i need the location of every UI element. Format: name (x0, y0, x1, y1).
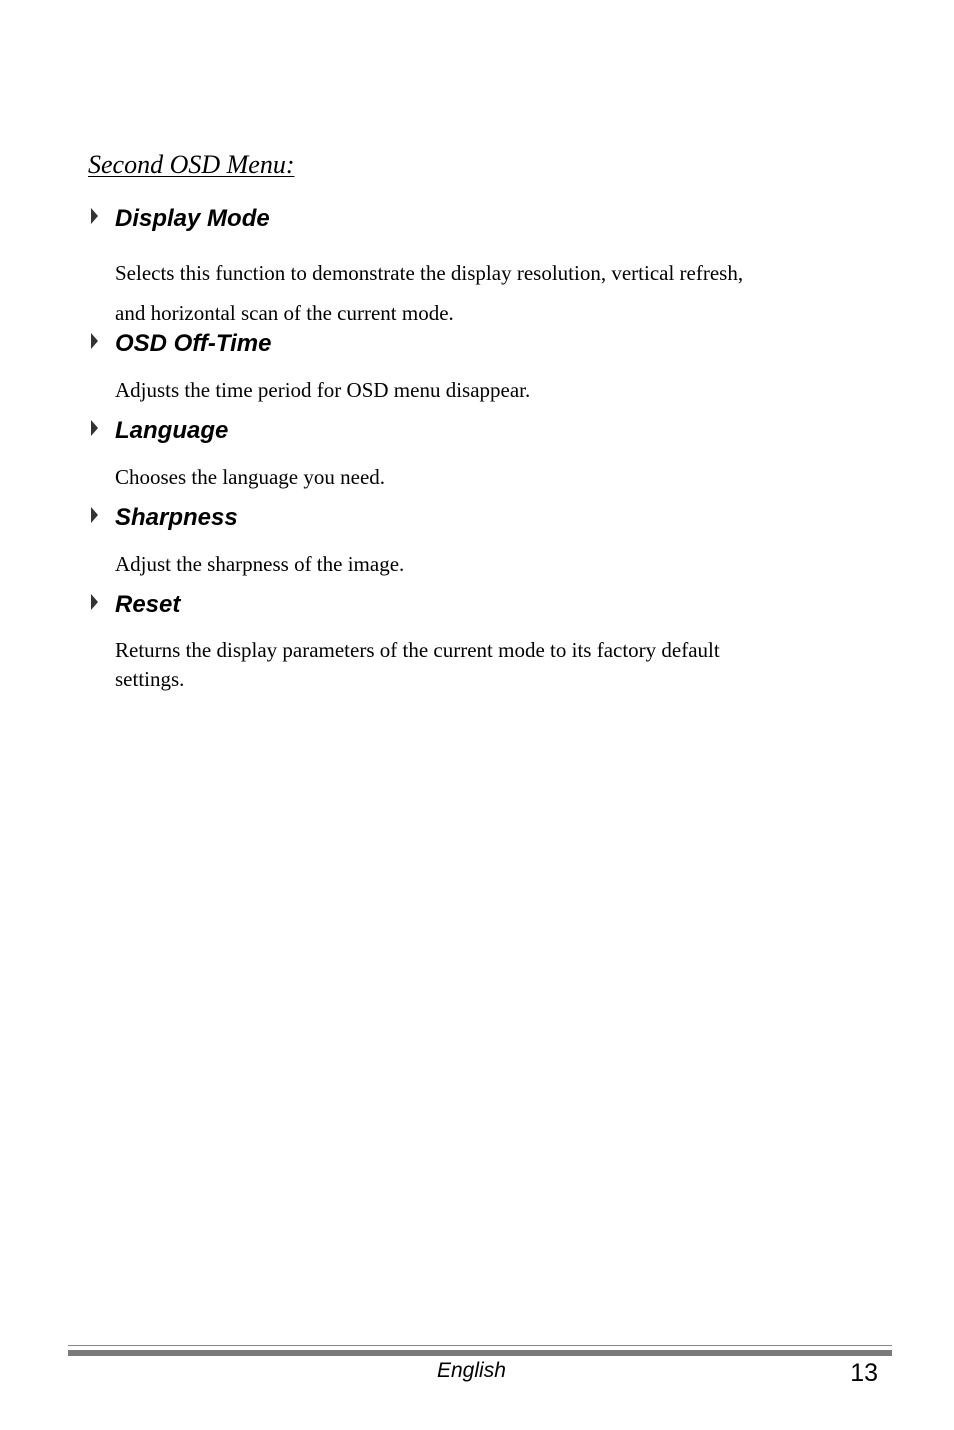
description-line: and horizontal scan of the current mode. (115, 301, 454, 325)
menu-item-reset (88, 590, 858, 694)
triangle-right-icon (91, 420, 98, 436)
triangle-right-icon (91, 507, 98, 523)
item-heading (88, 204, 858, 236)
footer-divider-thin (68, 1345, 892, 1346)
menu-item-language (88, 416, 858, 492)
footer-divider-thick (68, 1350, 892, 1356)
item-heading (88, 416, 858, 448)
item-heading (88, 503, 858, 535)
triangle-right-icon (91, 594, 98, 610)
description-line: Returns the display parameters of the current mode to its factory default (115, 638, 720, 662)
menu-item-display-mode (88, 204, 858, 333)
description-line: Selects this function to demonstrate the display resolution, vertical refresh, (115, 261, 744, 285)
item-description (115, 375, 858, 405)
item-heading (88, 590, 858, 622)
item-description (115, 549, 858, 579)
item-heading (88, 329, 858, 361)
item-description (115, 636, 858, 694)
menu-item-osd-off-time (88, 329, 858, 405)
page-number: 13 (850, 1359, 878, 1387)
description-line: Adjust the sharpness of the image. (115, 552, 405, 576)
item-heading-text: Reset (115, 591, 181, 618)
description-line: settings. (115, 667, 185, 691)
triangle-right-icon (91, 333, 98, 349)
item-heading-text: Sharpness (115, 504, 238, 531)
description-line: Adjusts the time period for OSD menu disappear. (115, 378, 531, 402)
item-heading-text: Language (115, 417, 229, 444)
description-line: Chooses the language you need. (115, 465, 386, 489)
footer-language: English (437, 1359, 506, 1382)
item-heading-text: OSD Off-Time (115, 330, 272, 357)
triangle-right-icon (91, 208, 98, 224)
item-description (115, 462, 858, 492)
item-description (115, 253, 858, 333)
menu-item-sharpness (88, 503, 858, 579)
section-title: Second OSD Menu: (88, 150, 295, 179)
item-heading-text: Display Mode (115, 205, 270, 232)
